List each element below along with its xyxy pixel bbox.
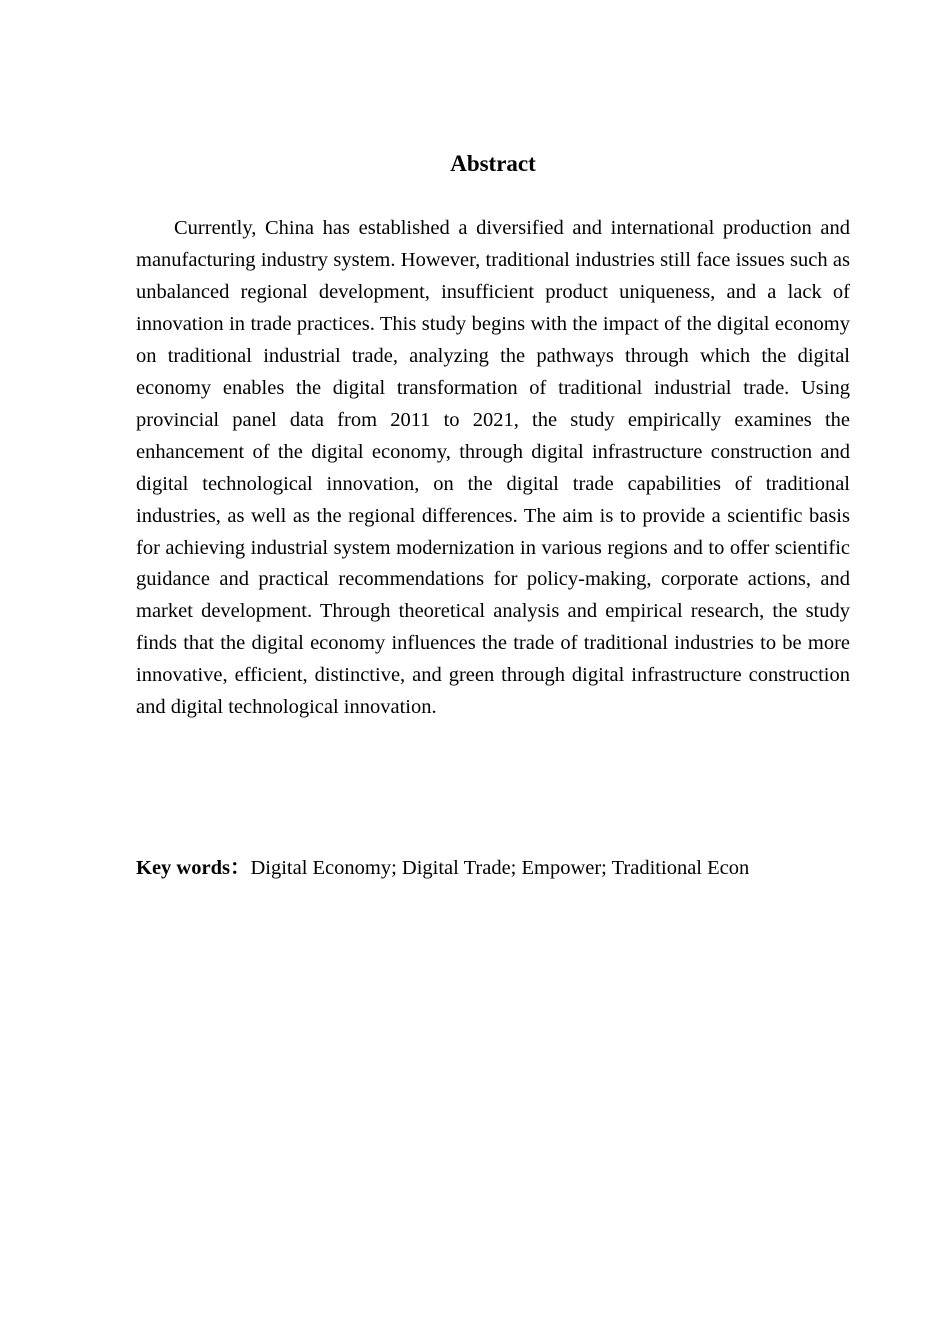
keywords-line: [136, 853, 749, 883]
abstract-heading: Abstract: [450, 151, 536, 176]
keywords-text: Digital Economy; Digital Trade; Empower; Traditional Econ: [250, 857, 750, 879]
keywords-label: Key words：: [136, 857, 251, 879]
abstract-body: Currently, China has established a diversified and international production and manufacturing industry system. However, traditional industries still face issues such as unbalanced regional development, insufficient product uniqueness, and a lack of innovation in trade practices. This study begins with the impact of the digital economy on traditional industrial trade, analyzing the pathways through which the digital economy enables the digital transformation of traditional industrial trade. Using provincial panel data from 2011 to 2021, the study empirically examines the enhancement of the digital economy, through digital infrastructure construction and digital technological innovation, on the digital trade capabilities of traditional industries, as well as the regional differences. The aim is to provide a scientific basis for achieving industrial system modernization in various regions and to offer scientific guidance and practical recommendations for policy-making, corporate actions, and market development. Through theoretical analysis and empirical research, the study finds that the digital economy influences the trade of traditional industries to be more innovative, efficient, distinctive, and green through digital infrastructure construction and digital technological innovation.: [136, 217, 850, 719]
